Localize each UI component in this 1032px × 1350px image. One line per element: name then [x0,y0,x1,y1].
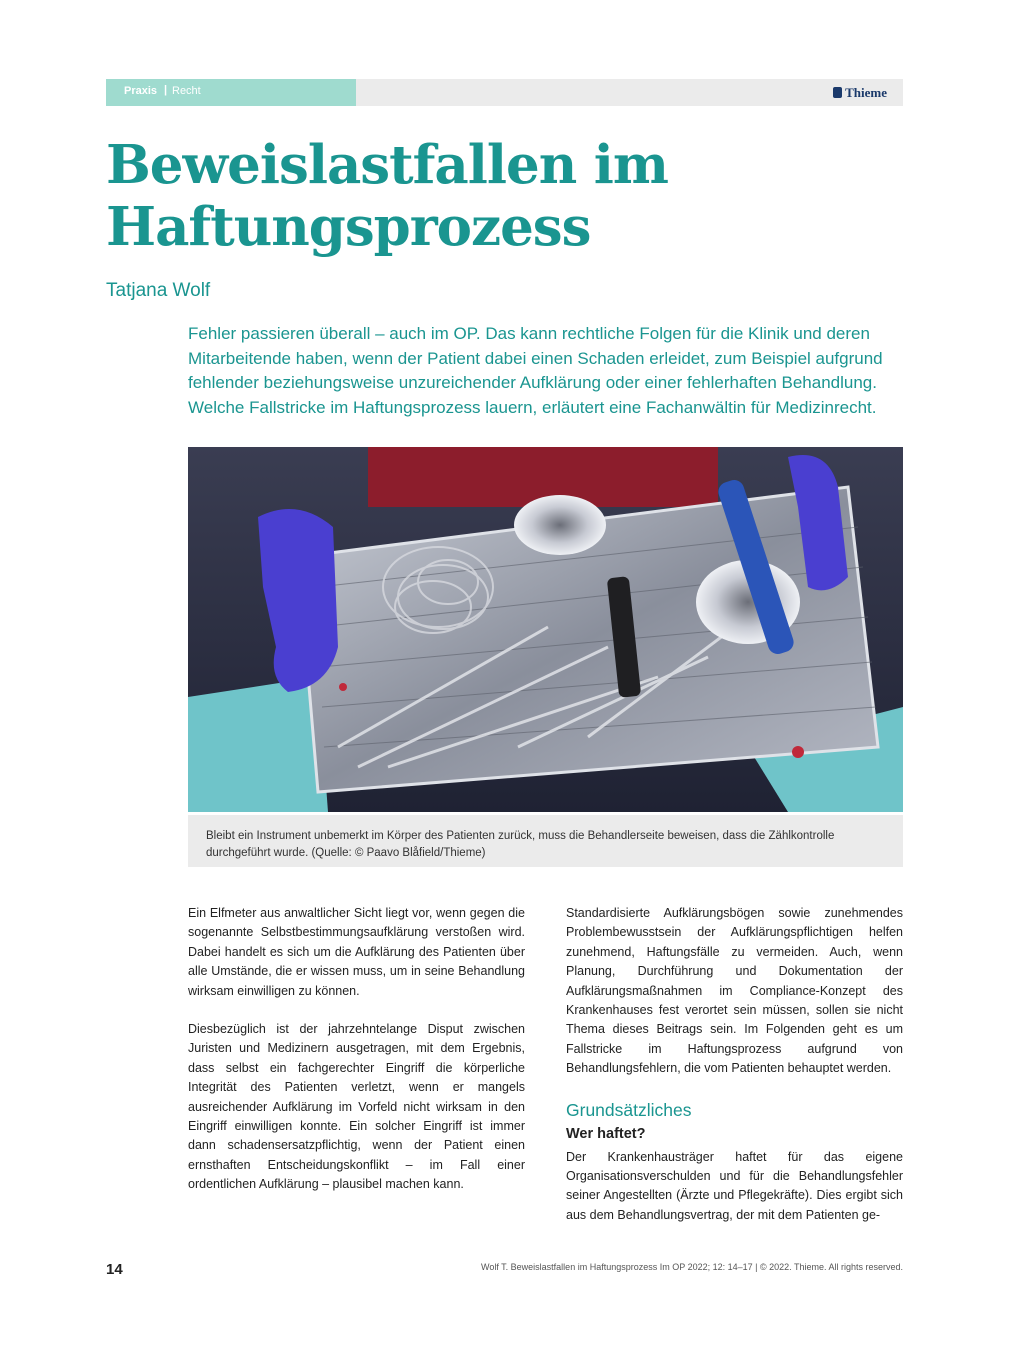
article-author: Tatjana Wolf [106,280,211,301]
body-column-left [188,904,525,1214]
section-separator: | [164,84,168,96]
publisher-name: Thieme [845,85,887,100]
subsection-heading: Wer haftet? [566,1125,646,1142]
subsection-label: Recht [172,85,201,97]
article-photo [188,447,903,812]
section-heading: Grundsätzliches [566,1099,692,1120]
thieme-emblem-icon [833,87,842,98]
page-number: 14 [106,1261,123,1278]
article-lead: Fehler passieren überall – auch im OP. Das kann rechtliche Folgen für die Klinik und deren Mitarbeitende haben, wenn der Patient dabei einen Schaden erleidet, zum Beispiel aufgrund fehlender beziehungsweise unzureichender Aufklärung oder einer fehlerhaften Behandlung. Welche Fallstricke im Haftungsprozess lauern, erläutert eine Fachanwältin für Medizinrecht. [188,324,883,417]
photo-caption [188,815,903,867]
section-tab [106,79,356,106]
body-paragraph: Diesbezüglich ist der jahrzehntelange Disput zwischen Juristen und Medizinern ausgetragen, mit dem Ergebnis, dass selbst ein fachgerechter Eingriff die körperliche Integrität des Patienten verletzt, wenn er mangels ausreichender Aufklärung im Vorfeld nicht wirksam in den Eingriff einwilligen konnte. Ein solcher Eingriff ist immer dann schadensersatzpflichtig, wenn der Patient einen ernsthaften Entscheidungskonflikt – im Fall einer ordentlichen Aufklärung – plausibel machen kann. [188,1022,525,1192]
body-paragraph: Standardisierte Aufklärungsbögen sowie zunehmendes Problembewusstsein der Aufklärungspflichtigen helfen zunehmend, Haftungsfälle zu vermeiden. Auch, wenn Planung, Durchführung und Dokumentation der Aufklärungsmaßnahmen im Compliance-Konzept des Krankenhauses fest verortet sein müssen, sollen sie nicht Thema dieses Beitrags sein. Im Folgenden geht es um Fallstricke im Haftungsprozess aufgrund von Behandlungsfehlern, die vom Patienten behauptet werden. [566,906,903,1076]
footer-citation: Wolf T. Beweislastfallen im Haftungsprozess Im OP 2022; 12: 14–17 | © 2022. Thieme. All rights reserved. [480,1262,903,1272]
caption-text: Bleibt ein Instrument unbemerkt im Körper des Patienten zurück, muss die Behandlerseite beweisen, dass die Zählkontrolle durchgeführt wurde. (Quelle: © Paavo Blåfield/Thieme) [206,830,835,859]
article-title: Beweislastfallen im Haftungsprozess [106,134,668,258]
publisher-logo [833,85,887,101]
body-paragraph: Der Krankenhausträger haftet für das eigene Organisationsverschulden und für die Behandlungsfehler seiner Angestellten (Ärzte und Pflegekräfte). Dies ergibt sich aus dem Behandlungsvertrag, der mit dem Patienten ge- [566,1149,903,1222]
body-column-right [566,904,903,1244]
body-paragraph: Ein Elfmeter aus anwaltlicher Sicht liegt vor, wenn gegen die sogenannte Selbstbestimmungsaufklärung verstoßen wird. Dabei handelt es sich um die Aufklärung des Patienten über alle Umstände, die er wissen muss, um in seine Behandlung wirksam einwilligen zu können. [188,906,525,998]
section-label: Praxis [124,85,158,97]
running-header [106,79,903,106]
